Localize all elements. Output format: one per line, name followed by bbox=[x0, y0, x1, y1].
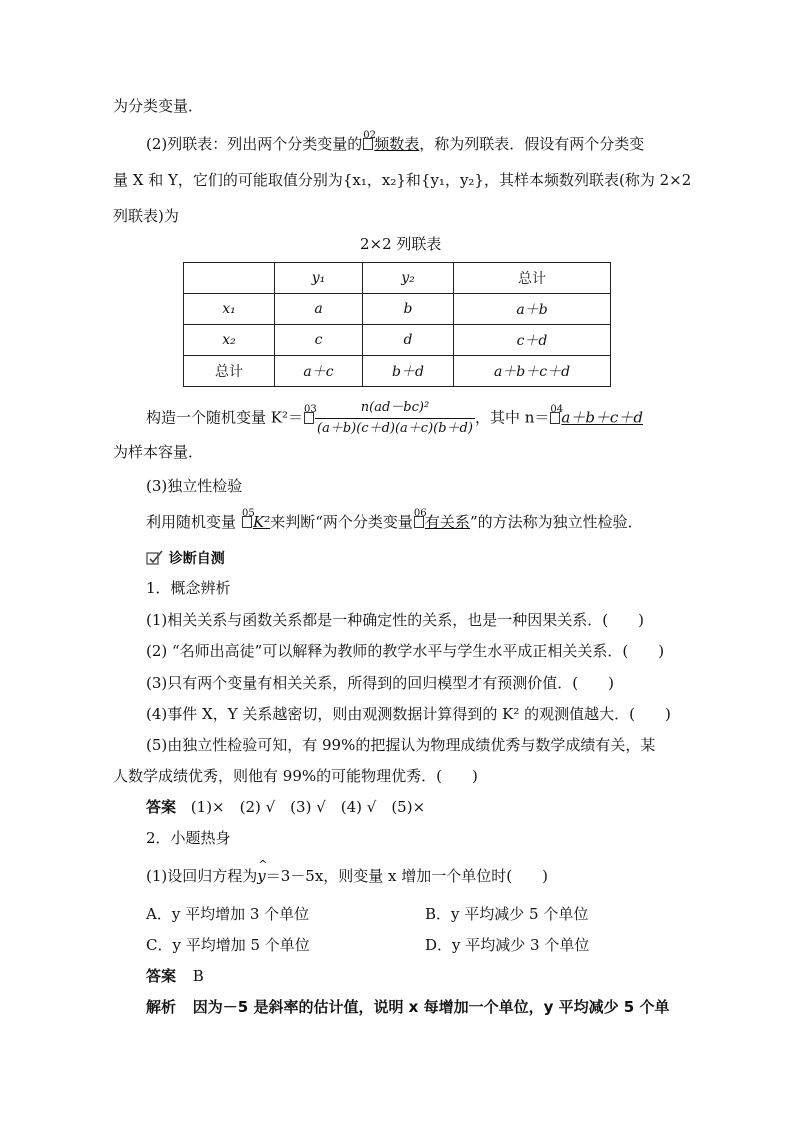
answer-label: 答案 bbox=[146, 967, 177, 985]
text-line: 为样本容量． bbox=[113, 443, 204, 461]
fill-answer: 有关系 bbox=[424, 513, 470, 531]
table-cell: d bbox=[363, 325, 454, 356]
list-item: (1)相关关系与函数关系都是一种确定性的关系，也是一种因果关系．( ) bbox=[146, 611, 644, 629]
text-line: 利用随机变量 05 K²来判断“两个分类变量 06 有关系”的方法称为独立性检验． bbox=[146, 508, 643, 531]
fill-answer: a＋b＋c＋d bbox=[561, 408, 643, 427]
text-line: 量 X 和 Y，它们的可能取值分别为{x₁，x₂}和{y₁，y₂}，其样本频数列联表(称为 2×2 bbox=[113, 171, 692, 189]
table-cell: b bbox=[363, 294, 454, 325]
table-title: 2×2 列联表 bbox=[360, 235, 442, 253]
question-title: 2．小题热身 bbox=[146, 829, 231, 847]
table-row bbox=[184, 356, 611, 387]
table-cell: x₂ bbox=[184, 325, 275, 356]
y-hat: ^ y bbox=[257, 866, 265, 886]
table-row bbox=[184, 263, 611, 294]
blank-marker: 03 bbox=[304, 412, 314, 424]
analysis-line: 解析 因为－5 是斜率的估计值，说明 x 每增加一个单位，y 平均减少 5 个单 bbox=[146, 998, 670, 1016]
list-item: (2) “名师出高徒”可以解释为教师的教学水平与学生水平成正相关关系．( ) bbox=[146, 642, 665, 660]
pencil-check-icon bbox=[146, 550, 164, 566]
k-squared-fraction: $\frac{\text{n(ad－bc)²}}{(a+b)(c+d)(a+c)(b+d)}$ bbox=[317, 400, 473, 436]
table-cell bbox=[184, 263, 275, 294]
formula-line: 构造一个随机变量 K²＝ 03 $\frac{\text{n(ad－bc)²}}{(a+b)(c+d)(a+c)(b+d)}$ ，其中 n＝ 04 a＋b＋c＋d bbox=[146, 398, 643, 439]
table-cell: c＋d bbox=[454, 325, 611, 356]
table-cell: y₂ bbox=[363, 263, 454, 294]
question-title: 1．概念辨析 bbox=[146, 579, 231, 597]
blank-marker: 05 bbox=[242, 516, 252, 528]
fill-answer: K² bbox=[253, 513, 271, 531]
list-item: 人数学成绩优秀，则他有 99%的可能物理优秀．( ) bbox=[113, 767, 478, 785]
answer-line: 答案 B bbox=[146, 967, 204, 985]
blank-marker: 02 bbox=[363, 138, 373, 150]
table-cell: 总计 bbox=[454, 263, 611, 294]
table-cell: a＋b bbox=[454, 294, 611, 325]
option-a: A．y 平均增加 3 个单位 bbox=[146, 905, 310, 923]
table-row bbox=[184, 325, 611, 356]
table-cell: a bbox=[275, 294, 363, 325]
answer-label: 答案 bbox=[146, 798, 177, 816]
option-d: D．y 平均减少 3 个单位 bbox=[425, 936, 590, 954]
text-line: (2)列联表：列出两个分类变量的 02 频数表，称为列联表．假设有两个分类变 bbox=[146, 130, 645, 153]
section-header: 诊断自测 bbox=[146, 548, 225, 569]
blank-marker: 06 bbox=[414, 516, 424, 528]
table-row bbox=[184, 294, 611, 325]
fill-answer: 频数表 bbox=[374, 135, 420, 153]
list-item: (3)只有两个变量有相关关系，所得到的回归模型才有预测价值．( ) bbox=[146, 674, 614, 692]
list-item: (5)由独立性检验可知，有 99%的把握认为物理成绩优秀与数学成绩有关，某 bbox=[146, 736, 656, 754]
table-cell: a＋b＋c＋d bbox=[454, 356, 611, 387]
table-cell: b＋d bbox=[363, 356, 454, 387]
table-cell: a＋c bbox=[275, 356, 363, 387]
contingency-table bbox=[183, 262, 611, 387]
answer-line: 答案 (1)× (2) √ (3) √ (4) √ (5)× bbox=[146, 798, 426, 816]
table-cell: 总计 bbox=[184, 356, 275, 387]
list-item: (4)事件 X，Y 关系越密切，则由观测数据计算得到的 K² 的观测值越大．( ) bbox=[146, 705, 671, 723]
table-cell: x₁ bbox=[184, 294, 275, 325]
option-c: C．y 平均增加 5 个单位 bbox=[146, 936, 310, 954]
question-line: (1)设回归方程为^ y＝3－5x，则变量 x 增加一个单位时( ) bbox=[146, 866, 548, 886]
text-line: 列联表)为 bbox=[113, 207, 179, 225]
text-line: (3)独立性检验 bbox=[146, 477, 243, 495]
analysis-label: 解析 bbox=[146, 998, 177, 1016]
text-line: 为分类变量． bbox=[113, 97, 204, 115]
table-cell: c bbox=[275, 325, 363, 356]
blank-marker: 04 bbox=[550, 412, 560, 424]
table-cell: y₁ bbox=[275, 263, 363, 294]
option-b: B．y 平均减少 5 个单位 bbox=[425, 905, 589, 923]
